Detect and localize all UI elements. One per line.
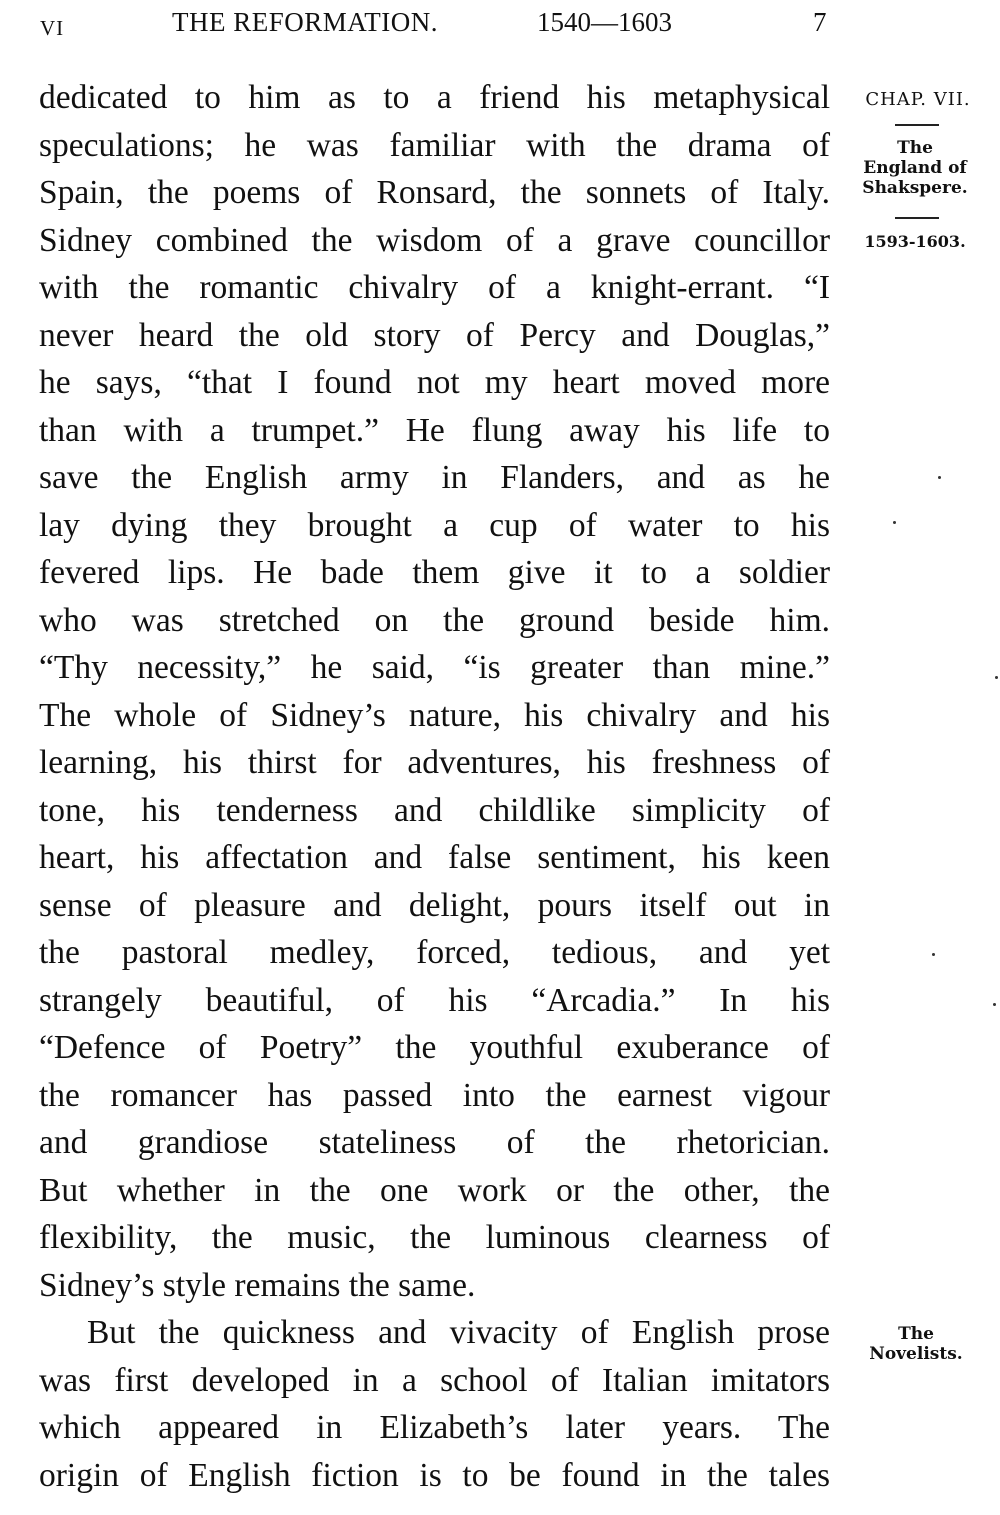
text-line: But whether in the one work or the other, the	[39, 1171, 830, 1209]
text-line: who was stretched on the ground beside him.	[39, 601, 830, 639]
text-line: speculations; he was familiar with the drama of	[39, 126, 830, 164]
page-number: 7	[813, 7, 827, 37]
print-speck	[993, 1003, 996, 1006]
text-line: with the romantic chivalry of a knight-errant. “I	[39, 269, 830, 306]
text-line: learning, his thirst for adventures, his freshness of	[39, 744, 830, 781]
body-text	[39, 74, 830, 1499]
margin-chapter-label: CHAP. VII.	[865, 89, 971, 110]
running-head-title: THE REFORMATION.	[172, 7, 439, 37]
text-line: fevered lips. He bade them give it to a soldier	[39, 554, 830, 591]
text-line: and grandiose stateliness of the rhetorician.	[39, 1124, 830, 1161]
text-line: “Thy necessity,” he said, “is greater than mine.”	[39, 649, 830, 686]
text-line: was first developed in a school of Italian imitators	[39, 1361, 830, 1399]
print-speck	[938, 476, 941, 479]
text-line: lay dying they brought a cup of water to his	[39, 506, 830, 544]
running-head-section: VI	[40, 16, 65, 40]
text-line: than with a trumpet.” He flung away his life to	[39, 411, 830, 449]
text-line: heart, his affectation and false sentiment, his keen	[39, 839, 830, 876]
text-line: tone, his tenderness and childlike simplicity of	[39, 791, 830, 829]
text-line: the romancer has passed into the earnest vigour	[39, 1076, 830, 1114]
margin-topic-line: The	[897, 138, 933, 158]
running-head-dates: 1540—1603	[537, 7, 672, 37]
margin-topic-line: England of	[863, 158, 967, 178]
print-speck	[995, 676, 998, 679]
text-line: Spain, the poems of Ronsard, the sonnets of Italy.	[39, 174, 830, 211]
margin-topic-note	[840, 138, 990, 198]
margin-rule	[895, 217, 939, 219]
text-line: dedicated to him as to a friend his metaphysical	[39, 79, 830, 116]
margin-years-note: 1593-1603.	[864, 232, 966, 251]
print-speck	[932, 953, 935, 956]
margin-novelists-line: Novelists.	[869, 1344, 963, 1364]
text-line: save the English army in Flanders, and as he	[39, 459, 830, 496]
print-speck	[893, 521, 896, 524]
text-line: The whole of Sidney’s nature, his chivalry and his	[39, 696, 830, 734]
text-line: origin of English fiction is to be found in the tales	[39, 1456, 830, 1494]
text-line: Sidney’s style remains the same.	[39, 1266, 476, 1304]
text-line: strangely beautiful, of his “Arcadia.” In his	[39, 981, 830, 1019]
text-line: Sidney combined the wisdom of a grave councillor	[39, 221, 830, 259]
margin-novelists-note	[852, 1324, 980, 1364]
text-line: sense of pleasure and delight, pours itself out in	[39, 886, 830, 924]
running-head	[0, 4, 1000, 44]
text-line: But the quickness and vivacity of English prose	[87, 1314, 830, 1351]
text-line: “Defence of Poetry” the youthful exuberance of	[39, 1029, 830, 1066]
text-line: which appeared in Elizabeth’s later years. The	[39, 1409, 830, 1446]
text-line: flexibility, the music, the luminous clearness of	[39, 1219, 830, 1256]
margin-topic-line: Shakspere.	[862, 178, 968, 198]
text-line: never heard the old story of Percy and Douglas,”	[39, 316, 830, 354]
margin-novelists-line: The	[898, 1324, 934, 1344]
text-line: he says, “that I found not my heart moved more	[39, 364, 830, 401]
text-line: the pastoral medley, forced, tedious, and yet	[39, 934, 830, 971]
margin-rule	[895, 124, 939, 126]
